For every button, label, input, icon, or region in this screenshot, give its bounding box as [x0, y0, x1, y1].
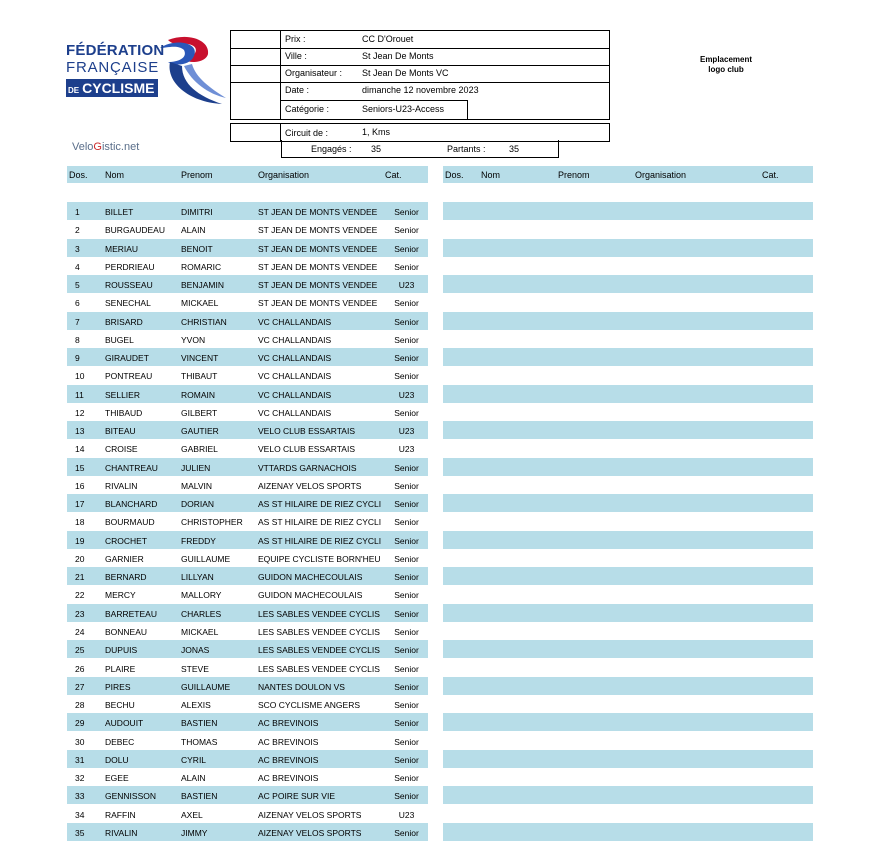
table-row — [67, 549, 428, 567]
logo-text-cyclisme-word: CYCLISME — [82, 80, 155, 96]
engages-box — [281, 140, 559, 158]
cell-nom: BARRETEAU — [105, 609, 157, 619]
cell-cat: Senior — [394, 718, 419, 728]
cell-nom: MERIAU — [105, 244, 139, 254]
cell-dos: 17 — [75, 499, 85, 509]
cell-organisation: VELO CLUB ESSARTAIS — [258, 426, 355, 436]
table-row — [67, 750, 428, 768]
cell-prenom: JONAS — [181, 645, 210, 655]
table-row — [67, 257, 428, 275]
empty-table-row — [443, 366, 813, 384]
ffc-logo — [66, 32, 226, 112]
table-row — [67, 677, 428, 695]
table-row — [67, 239, 428, 257]
table-row — [67, 494, 428, 512]
cell-organisation: AIZENAY VELOS SPORTS — [258, 481, 362, 491]
empty-table-row — [443, 786, 813, 804]
cell-dos: 11 — [75, 390, 84, 400]
ville-label: Ville : — [285, 51, 307, 61]
cell-dos: 31 — [75, 755, 85, 765]
cell-nom: CHANTREAU — [105, 463, 158, 473]
cell-cat: Senior — [394, 791, 419, 801]
empty-table-row — [443, 293, 813, 311]
cell-nom: BONNEAU — [105, 627, 148, 637]
date-label: Date : — [285, 85, 310, 95]
empty-table-row — [443, 695, 813, 713]
cell-nom: CROCHET — [105, 536, 148, 546]
table-row — [67, 220, 428, 238]
prix-value: CC D'Orouet — [362, 34, 414, 44]
cell-prenom: FREDDY — [181, 536, 216, 546]
header-organisation: Organisation — [258, 170, 310, 180]
empty-table-row — [443, 458, 813, 476]
empty-table-row — [443, 750, 813, 768]
cell-prenom: LILLYAN — [181, 572, 214, 582]
empty-table-row — [443, 622, 813, 640]
cell-organisation: LES SABLES VENDEE CYCLIS — [258, 609, 380, 619]
table-row — [67, 421, 428, 439]
empty-table-row — [443, 768, 813, 786]
cell-cat: Senior — [394, 554, 419, 564]
velogistic-g: G — [93, 141, 102, 153]
header-dos-right: Dos. — [445, 170, 464, 180]
empty-table-row — [443, 567, 813, 585]
cell-cat: Senior — [394, 262, 419, 272]
table-row — [67, 330, 428, 348]
empty-table-row — [443, 640, 813, 658]
cell-organisation: GUIDON MACHECOULAIS — [258, 590, 363, 600]
cell-dos: 5 — [75, 280, 80, 290]
cell-nom: BOURMAUD — [105, 517, 155, 527]
cell-prenom: CYRIL — [181, 755, 207, 765]
velogistic-prefix: Velo — [72, 141, 94, 153]
categorie-value: Seniors-U23-Access — [362, 104, 445, 114]
cell-prenom: ALEXIS — [181, 700, 211, 710]
cell-dos: 23 — [75, 609, 85, 619]
organisateur-value: St Jean De Monts VC — [362, 68, 449, 78]
cell-cat: Senior — [394, 207, 419, 217]
empty-table-row — [443, 494, 813, 512]
cell-cat: Senior — [394, 298, 419, 308]
empty-table-row — [443, 403, 813, 421]
cell-dos: 3 — [75, 244, 80, 254]
cell-cat: Senior — [394, 590, 419, 600]
cell-nom: BLANCHARD — [105, 499, 158, 509]
cell-prenom: MALVIN — [181, 481, 213, 491]
table-row — [67, 385, 428, 403]
table-row — [67, 293, 428, 311]
cell-cat: Senior — [394, 645, 419, 655]
cell-prenom: MICKAEL — [181, 627, 219, 637]
cell-nom: BURGAUDEAU — [105, 225, 165, 235]
empty-table-row — [443, 330, 813, 348]
info-row-prix — [231, 31, 609, 49]
logo-text-de: DE — [68, 86, 80, 95]
table-row — [67, 567, 428, 585]
empty-table-row — [443, 677, 813, 695]
partants-value: 35 — [509, 144, 520, 154]
cell-dos: 35 — [75, 828, 85, 838]
cell-prenom: THOMAS — [181, 737, 218, 747]
cell-nom: MERCY — [105, 590, 136, 600]
cell-prenom: ROMARIC — [181, 262, 222, 272]
cell-prenom: BENJAMIN — [181, 280, 224, 290]
cell-cat: Senior — [394, 627, 419, 637]
cell-dos: 21 — [75, 572, 85, 582]
categorie-label: Catégorie : — [285, 104, 330, 114]
cell-cat: Senior — [394, 499, 419, 509]
cell-dos: 32 — [75, 773, 85, 783]
cell-organisation: AS ST HILAIRE DE RIEZ CYCLI — [258, 536, 382, 546]
table-row — [67, 476, 428, 494]
cell-nom: PLAIRE — [105, 664, 136, 674]
cell-organisation: AS ST HILAIRE DE RIEZ CYCLI — [258, 517, 382, 527]
info-row-categorie — [231, 101, 609, 118]
cell-prenom: YVON — [181, 335, 206, 345]
cell-dos: 18 — [75, 517, 85, 527]
cell-organisation: ST JEAN DE MONTS VENDEE — [258, 244, 378, 254]
empty-table-row — [443, 512, 813, 530]
cell-nom: BUGEL — [105, 335, 134, 345]
cell-prenom: GAUTIER — [181, 426, 219, 436]
empty-table-row — [443, 239, 813, 257]
partants-label: Partants : — [447, 144, 486, 154]
table-row — [67, 275, 428, 293]
cell-cat: Senior — [394, 609, 419, 619]
cell-organisation: VTTARDS GARNACHOIS — [258, 463, 357, 473]
cell-nom: GIRAUDET — [105, 353, 149, 363]
cell-dos: 10 — [75, 371, 85, 381]
race-info-box — [230, 30, 610, 120]
table-row — [67, 786, 428, 804]
cell-nom: SELLIER — [105, 390, 140, 400]
cell-nom: GENNISSON — [105, 791, 157, 801]
cell-nom: EGEE — [105, 773, 129, 783]
cell-prenom: STEVE — [181, 664, 209, 674]
cell-cat: Senior — [394, 572, 419, 582]
cell-organisation: ST JEAN DE MONTS VENDEE — [258, 225, 378, 235]
cell-prenom: CHARLES — [181, 609, 222, 619]
cell-organisation: LES SABLES VENDEE CYCLIS — [258, 645, 380, 655]
cell-dos: 8 — [75, 335, 80, 345]
cell-cat: Senior — [394, 353, 419, 363]
cell-prenom: ALAIN — [181, 225, 206, 235]
empty-table-row — [443, 823, 813, 841]
cell-prenom: ALAIN — [181, 773, 206, 783]
cell-organisation: LES SABLES VENDEE CYCLIS — [258, 664, 380, 674]
cell-nom: SENECHAL — [105, 298, 151, 308]
cell-nom: RIVALIN — [105, 481, 138, 491]
cell-organisation: AIZENAY VELOS SPORTS — [258, 810, 362, 820]
logo-text-federation: FÉDÉRATION — [66, 42, 165, 59]
cell-nom: BITEAU — [105, 426, 136, 436]
cell-prenom: JIMMY — [181, 828, 208, 838]
cell-dos: 22 — [75, 590, 85, 600]
cell-organisation: VC CHALLANDAIS — [258, 390, 332, 400]
cell-dos: 12 — [75, 408, 85, 418]
logo-text-cyclisme — [66, 79, 158, 97]
cell-cat: Senior — [394, 755, 419, 765]
empty-table-row — [443, 202, 813, 220]
cell-nom: RIVALIN — [105, 828, 138, 838]
table-row — [67, 768, 428, 786]
table-header-right — [443, 166, 813, 183]
cell-prenom: BASTIEN — [181, 718, 218, 728]
cell-organisation: NANTES DOULON VS — [258, 682, 345, 692]
empty-table-row — [443, 257, 813, 275]
cell-organisation: AC POIRE SUR VIE — [258, 791, 335, 801]
header-dos: Dos. — [69, 170, 88, 180]
empty-table-row — [443, 476, 813, 494]
club-logo-placeholder — [690, 55, 762, 75]
empty-table-row — [443, 312, 813, 330]
empty-table-row — [443, 385, 813, 403]
cell-organisation: VC CHALLANDAIS — [258, 371, 332, 381]
cell-dos: 15 — [75, 463, 85, 473]
table-row — [67, 531, 428, 549]
cell-nom: AUDOUIT — [105, 718, 144, 728]
cell-prenom: BENOIT — [181, 244, 213, 254]
empty-table-row — [443, 439, 813, 457]
cell-prenom: DORIAN — [181, 499, 215, 509]
cell-cat: Senior — [394, 463, 419, 473]
table-row — [67, 403, 428, 421]
cell-cat: Senior — [394, 536, 419, 546]
header-organisation-right: Organisation — [635, 170, 687, 180]
table-row — [67, 713, 428, 731]
cell-organisation: ST JEAN DE MONTS VENDEE — [258, 298, 378, 308]
table-row — [67, 458, 428, 476]
cell-prenom: JULIEN — [181, 463, 211, 473]
cell-cat: U23 — [398, 426, 415, 436]
cell-cat: Senior — [394, 664, 419, 674]
header-prenom: Prenom — [181, 170, 213, 180]
cell-nom: GARNIER — [105, 554, 144, 564]
cell-cat: Senior — [394, 700, 419, 710]
table-row — [67, 604, 428, 622]
table-row — [67, 622, 428, 640]
cell-cat: Senior — [394, 371, 419, 381]
info-row-ville — [231, 48, 609, 66]
cell-nom: PIRES — [105, 682, 131, 692]
cell-organisation: VC CHALLANDAIS — [258, 335, 332, 345]
cell-nom: BERNARD — [105, 572, 147, 582]
cell-prenom: GILBERT — [181, 408, 218, 418]
cell-cat: U23 — [398, 810, 415, 820]
cell-dos: 28 — [75, 700, 85, 710]
cell-organisation: SCO CYCLISME ANGERS — [258, 700, 361, 710]
engages-value: 35 — [371, 144, 382, 154]
cell-organisation: AS ST HILAIRE DE RIEZ CYCLI — [258, 499, 382, 509]
cell-prenom: DIMITRI — [181, 207, 213, 217]
empty-table-row — [443, 805, 813, 823]
table-row — [67, 366, 428, 384]
empty-table-row — [443, 275, 813, 293]
circuit-label: Circuit de : — [285, 128, 329, 138]
cell-cat: Senior — [394, 737, 419, 747]
info-row-date — [231, 82, 609, 99]
ville-value: St Jean De Monts — [362, 51, 434, 61]
cell-nom: BRISARD — [105, 317, 143, 327]
cell-cat: U23 — [398, 280, 415, 290]
cell-dos: 33 — [75, 791, 85, 801]
cell-nom: RAFFIN — [105, 810, 136, 820]
circuit-value: 1, Kms — [362, 127, 391, 137]
cell-dos: 2 — [75, 225, 80, 235]
cell-nom: BILLET — [105, 207, 134, 217]
cell-cat: Senior — [394, 517, 419, 527]
header-nom-right: Nom — [481, 170, 501, 180]
emplacement-line2: logo club — [708, 65, 744, 74]
cell-organisation: VC CHALLANDAIS — [258, 353, 332, 363]
cell-nom: CROISE — [105, 444, 138, 454]
cell-organisation: AC BREVINOIS — [258, 773, 319, 783]
cell-dos: 1 — [75, 207, 80, 217]
table-row — [67, 640, 428, 658]
cell-nom: BECHU — [105, 700, 135, 710]
cell-nom: DEBEC — [105, 737, 135, 747]
cell-dos: 34 — [75, 810, 85, 820]
cell-dos: 27 — [75, 682, 85, 692]
cell-dos: 29 — [75, 718, 85, 728]
table-header-left — [67, 166, 428, 183]
velogistic-credit — [72, 141, 139, 153]
cell-organisation: AIZENAY VELOS SPORTS — [258, 828, 362, 838]
empty-table-row — [443, 421, 813, 439]
cell-prenom: MALLORY — [181, 590, 222, 600]
cell-organisation: AC BREVINOIS — [258, 718, 319, 728]
cell-prenom: THIBAUT — [181, 371, 218, 381]
cell-cat: Senior — [394, 225, 419, 235]
engages-label: Engagés : — [311, 144, 352, 154]
cell-prenom: MICKAEL — [181, 298, 219, 308]
table-row — [67, 312, 428, 330]
empty-table-row — [443, 713, 813, 731]
organisateur-label: Organisateur : — [285, 68, 343, 78]
table-row — [67, 805, 428, 823]
cell-cat: Senior — [394, 408, 419, 418]
empty-table-row — [443, 604, 813, 622]
cell-cat: Senior — [394, 481, 419, 491]
cell-cat: Senior — [394, 828, 419, 838]
table-row — [67, 202, 428, 220]
cell-prenom: VINCENT — [181, 353, 219, 363]
velogistic-suffix: istic.net — [101, 141, 140, 153]
cell-dos: 26 — [75, 664, 85, 674]
cell-prenom: BASTIEN — [181, 791, 218, 801]
cell-dos: 25 — [75, 645, 85, 655]
empty-table-row — [443, 220, 813, 238]
cell-nom: THIBAUD — [105, 408, 143, 418]
cell-cat: U23 — [398, 390, 415, 400]
empty-table-row — [443, 659, 813, 677]
cell-prenom: GUILLAUME — [181, 554, 231, 564]
emplacement-line1: Emplacement — [699, 55, 753, 64]
cell-nom: ROUSSEAU — [105, 280, 153, 290]
cell-dos: 9 — [75, 353, 80, 363]
date-value: dimanche 12 novembre 2023 — [362, 85, 479, 95]
cell-prenom: CHRISTOPHER — [181, 517, 243, 527]
cell-cat: U23 — [398, 444, 415, 454]
cell-cat: Senior — [394, 335, 419, 345]
header-cat-right: Cat. — [762, 170, 779, 180]
cell-organisation: ST JEAN DE MONTS VENDEE — [258, 262, 378, 272]
table-row — [67, 512, 428, 530]
empty-table-row — [443, 585, 813, 603]
cell-nom: PERDRIEAU — [105, 262, 155, 272]
cell-prenom: ROMAIN — [181, 390, 215, 400]
cell-cat: Senior — [394, 317, 419, 327]
cell-organisation: AC BREVINOIS — [258, 737, 319, 747]
table-row — [67, 659, 428, 677]
info-row-organisateur — [231, 65, 609, 83]
cell-prenom: GABRIEL — [181, 444, 218, 454]
cell-nom: PONTREAU — [105, 371, 153, 381]
cell-nom: DOLU — [105, 755, 129, 765]
empty-table-row — [443, 531, 813, 549]
cell-dos: 16 — [75, 481, 85, 491]
cell-dos: 4 — [75, 262, 80, 272]
cell-dos: 7 — [75, 317, 80, 327]
cell-organisation: ST JEAN DE MONTS VENDEE — [258, 207, 378, 217]
cell-organisation: EQUIPE CYCLISTE BORN'HEU — [258, 554, 381, 564]
cell-organisation: ST JEAN DE MONTS VENDEE — [258, 280, 378, 290]
cell-organisation: VC CHALLANDAIS — [258, 408, 332, 418]
cell-organisation: GUIDON MACHECOULAIS — [258, 572, 363, 582]
cell-dos: 19 — [75, 536, 85, 546]
empty-table-row — [443, 732, 813, 750]
header-cat: Cat. — [385, 170, 402, 180]
cell-cat: Senior — [394, 682, 419, 692]
cell-prenom: AXEL — [181, 810, 203, 820]
table-row — [67, 439, 428, 457]
header-prenom-right: Prenom — [558, 170, 590, 180]
cell-dos: 13 — [75, 426, 85, 436]
table-row — [67, 695, 428, 713]
cell-organisation: LES SABLES VENDEE CYCLIS — [258, 627, 380, 637]
table-row — [67, 823, 428, 841]
cell-dos: 14 — [75, 444, 85, 454]
cell-dos: 24 — [75, 627, 85, 637]
empty-table-row — [443, 549, 813, 567]
cell-dos: 20 — [75, 554, 85, 564]
cell-dos: 6 — [75, 298, 80, 308]
cell-organisation: AC BREVINOIS — [258, 755, 319, 765]
header-nom: Nom — [105, 170, 125, 180]
cell-dos: 30 — [75, 737, 85, 747]
cell-cat: Senior — [394, 773, 419, 783]
cell-nom: DUPUIS — [105, 645, 138, 655]
cell-organisation: VELO CLUB ESSARTAIS — [258, 444, 355, 454]
cell-prenom: CHRISTIAN — [181, 317, 227, 327]
empty-table-row — [443, 348, 813, 366]
table-row — [67, 348, 428, 366]
table-row — [67, 585, 428, 603]
logo-text-francaise: FRANÇAISE — [66, 59, 160, 76]
cell-prenom: GUILLAUME — [181, 682, 231, 692]
cell-organisation: VC CHALLANDAIS — [258, 317, 332, 327]
prix-label: Prix : — [285, 34, 306, 44]
cell-cat: Senior — [394, 244, 419, 254]
table-row — [67, 732, 428, 750]
